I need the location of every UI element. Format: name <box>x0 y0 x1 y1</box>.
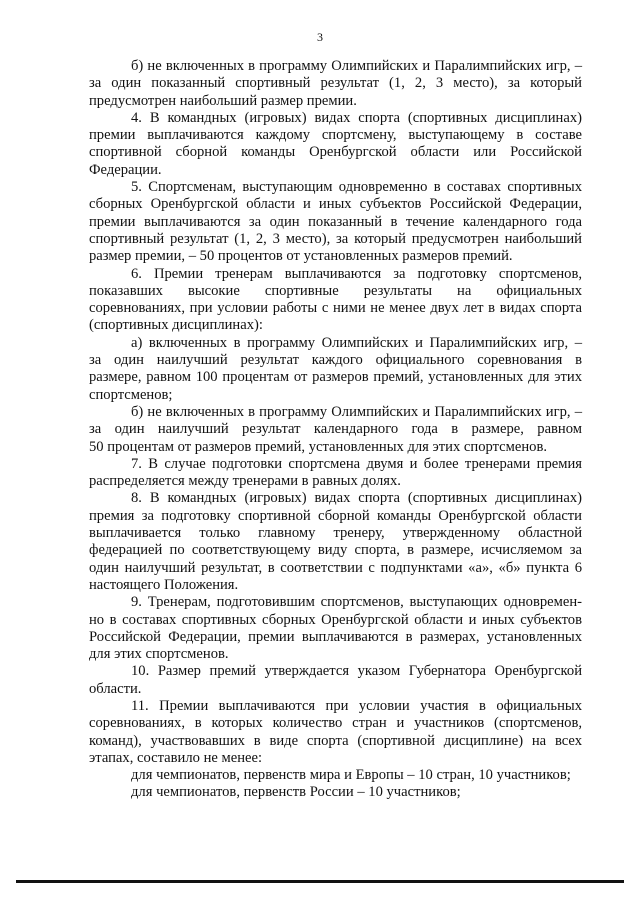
text-line: (спортивных дисциплинах): <box>89 317 263 334</box>
page-number: 3 <box>317 30 323 44</box>
text-line: премии выплачиваются за один показанный в течение календарного года <box>89 213 582 230</box>
text-line: премии выплачиваются каждому спортсмену, выступающему в составе <box>89 127 582 144</box>
paragraph-p8 <box>89 490 582 594</box>
bottom-divider <box>16 880 624 883</box>
text-line: б) не включенных в программу Олимпийских и Паралимпийских игр, – <box>131 403 582 420</box>
text-line: для чемпионатов, первенств России – 10 участников; <box>131 784 461 801</box>
text-line: один наилучший результат, в соответствии с подпунктами «а», «б» пункта 6 <box>89 559 582 576</box>
text-line: 50 процентам от размеров премий, установленных для этих спортсменов. <box>89 438 547 455</box>
text-line: команд), участвовавших в виде спорта (спортивной дисциплине) на всех <box>89 732 582 749</box>
text-line: 4. В командных (игровых) видах спорта (спортивных дисциплинах) <box>131 109 582 126</box>
text-line: сборных Оренбургской области и иных субъектов Российской Федерации, <box>89 196 582 213</box>
text-line: выплачивается только главному тренеру, утвержденному областной <box>89 525 582 542</box>
text-line: 11. Премии выплачиваются при условии участия в официальных <box>131 697 582 714</box>
paragraph-p11-russia <box>89 784 582 801</box>
text-line: 10. Размер премий утверждается указом Губернатора Оренбургской <box>131 663 582 680</box>
paragraph-p11 <box>89 698 582 767</box>
text-line: 7. В случае подготовки спортсмена двумя и более тренерами премия <box>131 455 582 472</box>
text-line: за один наилучший результат каждого официального соревнования в <box>89 352 582 369</box>
paragraph-p6a <box>89 335 582 404</box>
text-line: за один показанный спортивный результат (1, 2, 3 место), за который <box>89 75 582 92</box>
text-line: показавших высокие спортивные результаты на официальных <box>89 282 582 299</box>
paragraph-p6 <box>89 266 582 335</box>
text-line: б) не включенных в программу Олимпийских и Паралимпийских игр, – <box>131 58 582 74</box>
text-line: за один наилучший результат календарного года в размере, равном <box>89 421 582 438</box>
text-line: для этих спортсменов. <box>89 646 229 663</box>
paragraph-p10 <box>89 663 582 698</box>
text-line: федерацией по соответствующему виду спорта, в размере, исчисляемом за <box>89 542 582 559</box>
text-line: области. <box>89 680 142 697</box>
text-line: 5. Спортсменам, выступающим одновременно в составах спортивных <box>131 179 582 196</box>
text-line: распределяется между тренерами в равных долях. <box>89 473 401 490</box>
text-line: предусмотрен наибольший размер премии. <box>89 92 357 109</box>
paragraph-p5 <box>89 179 582 265</box>
document-body <box>89 58 582 802</box>
text-line: спортсменов; <box>89 386 173 403</box>
text-line: спортивной сборной команды Оренбургской области или Российской <box>89 144 582 161</box>
paragraph-p-b1 <box>89 58 582 110</box>
text-line: настоящего Положения. <box>89 576 239 593</box>
text-line: для чемпионатов, первенств мира и Европы – 10 стран, 10 участников; <box>131 767 571 784</box>
text-line: но в составах спортивных сборных Оренбургской области и иных субъектов <box>89 611 582 628</box>
text-line: размере, равном 100 процентам от размеров премий, установленных для этих <box>89 369 582 386</box>
text-line: 9. Тренерам, подготовившим спортсменов, выступающих одновремен- <box>131 594 582 611</box>
paragraph-p9 <box>89 594 582 663</box>
text-line: 8. В командных (игровых) видах спорта (спортивных дисциплинах) <box>131 490 582 507</box>
text-line: размер премии, – 50 процентов от установленных размеров премий. <box>89 248 513 265</box>
paragraph-p7 <box>89 456 582 491</box>
text-line: а) включенных в программу Олимпийских и Паралимпийских игр, – <box>131 334 582 351</box>
text-line: спортивный результат (1, 2, 3 место), за который предусмотрен наибольший <box>89 230 582 247</box>
text-line: соревнованиях, при условии работы с ними не менее двух лет в видах спорта <box>89 300 582 317</box>
paragraph-p11-world <box>89 767 582 784</box>
text-line: премия за подготовку спортивной сборной команды Оренбургской области <box>89 507 582 524</box>
text-line: Федерации. <box>89 161 162 178</box>
text-line: этапах, составило не менее: <box>89 749 263 766</box>
text-line: Российской Федерации, премии выплачиваются в размерах, установленных <box>89 628 582 645</box>
text-line: 6. Премии тренерам выплачиваются за подготовку спортсменов, <box>131 265 582 282</box>
paragraph-p4 <box>89 110 582 179</box>
paragraph-p6b <box>89 404 582 456</box>
text-line: соревнованиях, в которых количество стран и участников (спортсменов, <box>89 715 582 732</box>
